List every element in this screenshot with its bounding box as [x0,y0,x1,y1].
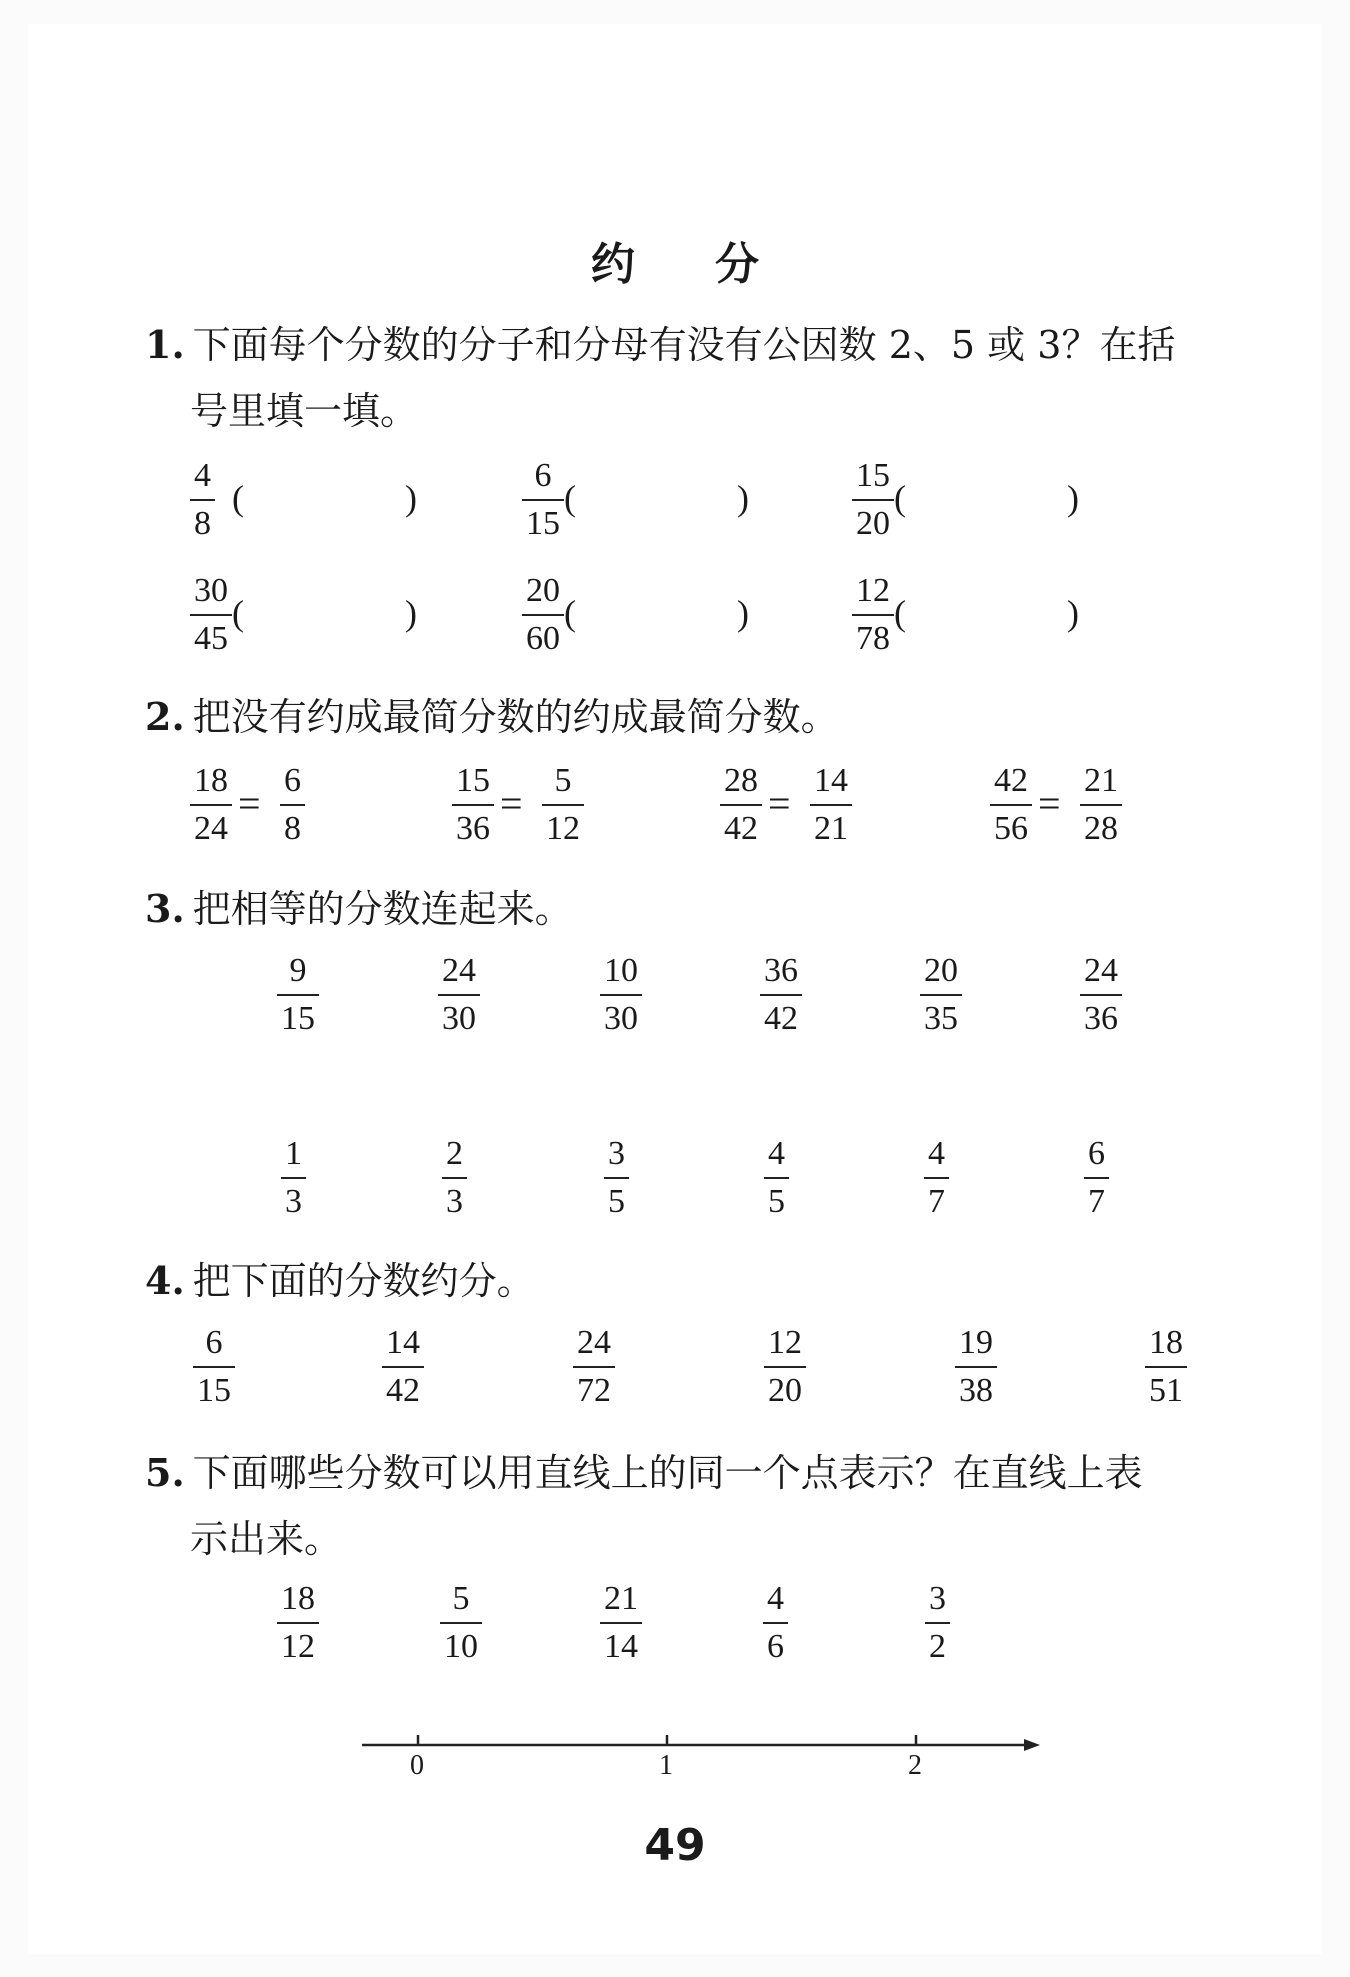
q5-fraction [277,1578,319,1668]
fraction-bar [440,1622,482,1624]
fraction-bar [277,994,319,996]
q4-number: 4. [145,1258,185,1303]
fraction-numerator: 5 [452,1580,470,1617]
fraction-bar [760,994,802,996]
fraction-bar [573,1366,615,1368]
fraction-bar [924,1177,949,1179]
q3-bottom-fraction [924,1133,949,1223]
q1-fraction [190,570,232,660]
fraction-numerator: 6 [284,762,301,799]
fraction-denominator: 30 [604,1000,638,1037]
fraction-numerator: 15 [856,457,890,494]
q1-blank-close-paren[interactable]: ) [737,478,749,518]
q2-left-fraction [190,760,232,850]
fraction-numerator: 24 [1084,952,1118,989]
q2-equals-sign: = [768,781,791,826]
q4-fraction [193,1322,235,1412]
fraction-bar [442,1177,467,1179]
fraction-denominator: 36 [1084,1000,1118,1037]
fraction-numerator: 4 [767,1580,784,1617]
q3-top-fraction [438,950,480,1040]
fraction-numerator: 20 [526,572,560,609]
fraction-numerator: 4 [194,457,211,494]
fraction-numerator: 10 [604,952,638,989]
fraction-denominator: 2 [929,1628,946,1665]
fraction-denominator: 78 [856,620,890,657]
fraction-bar [955,1366,997,1368]
q1-blank-open-paren[interactable]: ( [232,478,244,518]
fraction-bar [193,1366,235,1368]
fraction-bar [763,1622,788,1624]
q3-bottom-fraction [764,1133,789,1223]
q5-prompt-line2: 示出来。 [190,1517,343,1561]
q1-prompt-line2: 号里填一填。 [190,389,419,433]
fraction-numerator: 36 [764,952,798,989]
fraction-bar [764,1177,789,1179]
q1-number: 1. [145,322,185,367]
q3-top-fraction [920,950,962,1040]
q1-blank-close-paren[interactable]: ) [1067,593,1079,633]
fraction-bar [382,1366,424,1368]
fraction-bar [277,1622,319,1624]
fraction-denominator: 42 [386,1372,420,1409]
fraction-numerator: 12 [856,572,890,609]
fraction-denominator: 3 [285,1183,302,1220]
q2-right-fraction [280,760,305,850]
number-line-tick-label: 0 [410,1750,424,1781]
q5-number: 5. [145,1450,185,1495]
q1-blank-close-paren[interactable]: ) [405,478,417,518]
q2-left-fraction [990,760,1032,850]
fraction-bar [810,804,852,806]
fraction-bar [604,1177,629,1179]
q3-number: 3. [145,886,185,931]
number-line-tick-label: 2 [908,1750,922,1781]
fraction-bar [1080,994,1122,996]
fraction-denominator: 20 [856,505,890,542]
fraction-bar [438,994,480,996]
title-char-1: 约 [591,239,635,290]
q5-fraction [763,1578,788,1668]
fraction-bar [920,994,962,996]
fraction-numerator: 3 [608,1135,625,1172]
fraction-numerator: 6 [205,1324,223,1361]
q5-fraction [925,1578,950,1668]
fraction-bar [280,804,305,806]
fraction-denominator: 6 [767,1628,784,1665]
q3-bottom-fraction [604,1133,629,1223]
q5-fraction [440,1578,482,1668]
fraction-denominator: 12 [281,1628,315,1665]
fraction-denominator: 51 [1149,1372,1183,1409]
fraction-numerator: 15 [456,762,490,799]
fraction-numerator: 6 [534,457,552,494]
q3-bottom-fraction [1084,1133,1109,1223]
fraction-denominator: 24 [194,810,228,847]
q3-top-fraction [277,950,319,1040]
q1-blank-open-paren[interactable]: ( [894,478,906,518]
q3-top-fraction [600,950,642,1040]
fraction-denominator: 60 [526,620,560,657]
fraction-denominator: 5 [608,1183,625,1220]
fraction-bar [852,614,894,616]
fraction-numerator: 18 [194,762,228,799]
fraction-bar [1084,1177,1109,1179]
fraction-denominator: 15 [281,1000,315,1037]
fraction-denominator: 5 [768,1183,785,1220]
q1-fraction [852,455,894,545]
fraction-denominator: 45 [194,620,228,657]
fraction-denominator: 3 [446,1183,463,1220]
fraction-numerator: 30 [194,572,228,609]
fraction-denominator: 30 [442,1000,476,1037]
fraction-denominator: 7 [1088,1183,1105,1220]
fraction-bar [1080,804,1122,806]
fraction-numerator: 24 [442,952,476,989]
q5-fraction [600,1578,642,1668]
fraction-denominator: 8 [194,505,211,542]
fraction-denominator: 12 [546,810,580,847]
fraction-denominator: 15 [526,505,560,542]
fraction-numerator: 18 [1149,1324,1183,1361]
fraction-bar [600,1622,642,1624]
q2-equals-sign: = [1038,781,1061,826]
fraction-numerator: 18 [281,1580,315,1617]
number-line-arrow-icon [1024,1739,1040,1751]
fraction-bar [720,804,762,806]
fraction-denominator: 42 [724,810,758,847]
fraction-bar [764,1366,806,1368]
q4-fraction [955,1322,997,1412]
q1-blank-close-paren[interactable]: ) [1067,478,1079,518]
fraction-numerator: 42 [994,762,1028,799]
q1-blank-open-paren[interactable]: ( [232,593,244,633]
fraction-bar [190,614,232,616]
q2-right-fraction [1080,760,1122,850]
q1-blank-open-paren[interactable]: ( [564,593,576,633]
fraction-denominator: 56 [994,810,1028,847]
fraction-denominator: 36 [456,810,490,847]
q1-fraction [522,570,564,660]
fraction-numerator: 5 [554,762,572,799]
q2-right-fraction [542,760,584,850]
q1-blank-open-paren[interactable]: ( [564,478,576,518]
fraction-denominator: 10 [444,1628,478,1665]
fraction-numerator: 1 [285,1135,302,1172]
q4-text: 把下面的分数约分。 [192,1259,535,1303]
title-char-2: 分 [715,239,759,290]
q2-equals-sign: = [500,781,523,826]
number-line-tick-label: 1 [659,1750,673,1781]
fraction-numerator: 4 [928,1135,945,1172]
fraction-numerator: 14 [814,762,848,799]
fraction-numerator: 28 [724,762,758,799]
fraction-denominator: 72 [577,1372,611,1409]
fraction-numerator: 21 [1084,762,1118,799]
fraction-numerator: 3 [929,1580,946,1617]
q4-fraction [382,1322,424,1412]
q4-fraction [764,1322,806,1412]
fraction-denominator: 42 [764,1000,798,1037]
fraction-numerator: 20 [924,952,958,989]
fraction-numerator: 24 [577,1324,611,1361]
fraction-bar [600,994,642,996]
q2-left-fraction [452,760,494,850]
fraction-denominator: 35 [924,1000,958,1037]
fraction-denominator: 20 [768,1372,802,1409]
fraction-bar [1145,1366,1187,1368]
fraction-denominator: 7 [928,1183,945,1220]
fraction-numerator: 19 [959,1324,993,1361]
fraction-bar [452,804,494,806]
q2-right-fraction [810,760,852,850]
fraction-numerator: 12 [768,1324,802,1361]
fraction-bar [190,499,215,501]
q3-bottom-fraction [281,1133,306,1223]
fraction-numerator: 21 [604,1580,638,1617]
q4-fraction [1145,1322,1187,1412]
q1-fraction [522,455,564,545]
q5-text-line1: 下面哪些分数可以用直线上的同一个点表示？在直线上表 [192,1451,1143,1495]
q1-text-line1: 下面每个分数的分子和分母有没有公因数 2、5 或 3？在括 [192,323,1176,367]
q3-top-fraction [760,950,802,1040]
q1-fraction [852,570,894,660]
q2-text: 把没有约成最简分数的约成最简分数。 [192,695,839,739]
page-number: 49 [644,1820,706,1871]
q3-bottom-fraction [442,1133,467,1223]
fraction-bar [281,1177,306,1179]
q2-left-fraction [720,760,762,850]
q2-number: 2. [145,694,185,739]
fraction-denominator: 14 [604,1628,638,1665]
fraction-numerator: 14 [386,1324,420,1361]
q3-text: 把相等的分数连起来。 [192,887,573,931]
fraction-denominator: 38 [959,1372,993,1409]
q1-fraction [190,455,215,545]
fraction-bar [542,804,584,806]
fraction-bar [990,804,1032,806]
q2-equals-sign: = [238,781,261,826]
fraction-bar [190,804,232,806]
fraction-numerator: 9 [289,952,307,989]
q3-top-fraction [1080,950,1122,1040]
fraction-numerator: 4 [768,1135,785,1172]
q4-fraction [573,1322,615,1412]
q1-blank-close-paren[interactable]: ) [405,593,417,633]
fraction-bar [925,1622,950,1624]
fraction-denominator: 8 [284,810,301,847]
fraction-numerator: 6 [1088,1135,1105,1172]
fraction-denominator: 15 [197,1372,231,1409]
fraction-bar [522,614,564,616]
fraction-numerator: 2 [446,1135,463,1172]
fraction-bar [852,499,894,501]
q1-blank-open-paren[interactable]: ( [894,593,906,633]
fraction-denominator: 28 [1084,810,1118,847]
q1-blank-close-paren[interactable]: ) [737,593,749,633]
fraction-bar [522,499,564,501]
fraction-denominator: 21 [814,810,848,847]
